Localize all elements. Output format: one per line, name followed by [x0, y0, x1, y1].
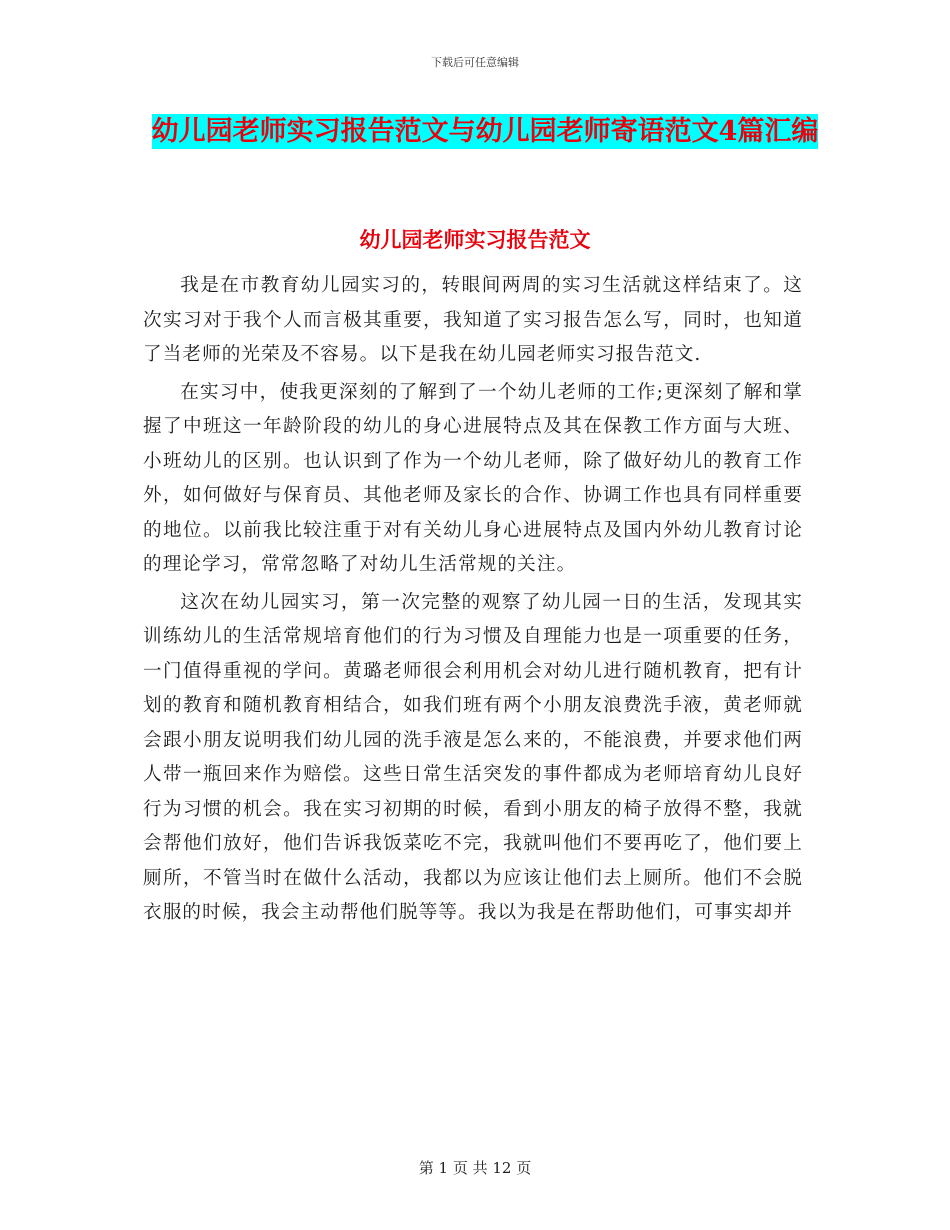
section-title: 幼儿园老师实习报告范文	[359, 227, 591, 252]
body-text	[143, 269, 803, 934]
header-note: 下载后可任意编辑	[431, 56, 519, 69]
page-footer: 第 1 页 共 12 页	[418, 1159, 532, 1177]
document-title	[150, 108, 820, 156]
paragraph-3: 这次在幼儿园实习，第一次完整的观察了幼儿园一日的生活，发现其实训练幼儿的生活常规培育他们的行为习惯及自理能力也是一项重要的任务，一门值得重视的学问。黄璐老师很会利用机会对幼儿进行随机教育，把有计划的教育和随机教育相结合，如我们班有两个小朋友浪费洗手液，黄老师就会跟小朋友说明我们幼儿园的洗手液是怎么来的，不能浪费，并要求他们两人带一瓶回来作为赔偿。这些日常生活突发的事件都成为老师培育幼儿良好行为习惯的机会。我在实习初期的时候，看到小朋友的椅子放得不整，我就会帮他们放好，他们告诉我饭菜吃不完，我就叫他们不要再吃了，他们要上厕所，不管当时在做什么活动，我都以为应该让他们去上厕所。他们不会脱衣服的时候，我会主动帮他们脱等等。我以为我是在帮助他们，可事实却并	[143, 591, 803, 923]
paragraph-1: 我是在市教育幼儿园实习的，转眼间两周的实习生活就这样结束了。这次实习对于我个人而言极其重要，我知道了实习报告怎么写，同时，也知道了当老师的光荣及不容易。以下是我在幼儿园老师实习报告范文.	[143, 275, 803, 365]
document-title-text: 幼儿园老师实习报告范文与幼儿园老师寄语范文4篇汇编	[151, 116, 819, 147]
paragraph-2: 在实习中，使我更深刻的了解到了一个幼儿老师的工作;更深刻了解和掌握了中班这一年龄阶段的幼儿的身心进展特点及其在保教工作方面与大班、小班幼儿的区别。也认识到了作为一个幼儿老师，除了做好幼儿的教育工作外，如何做好与保育员、其他老师及家长的合作、协调工作也具有同样重要的地位。以前我比较注重于对有关幼儿身心进展特点及国内外幼儿教育讨论的理论学习，常常忽略了对幼儿生活常规的关注。	[143, 381, 803, 575]
